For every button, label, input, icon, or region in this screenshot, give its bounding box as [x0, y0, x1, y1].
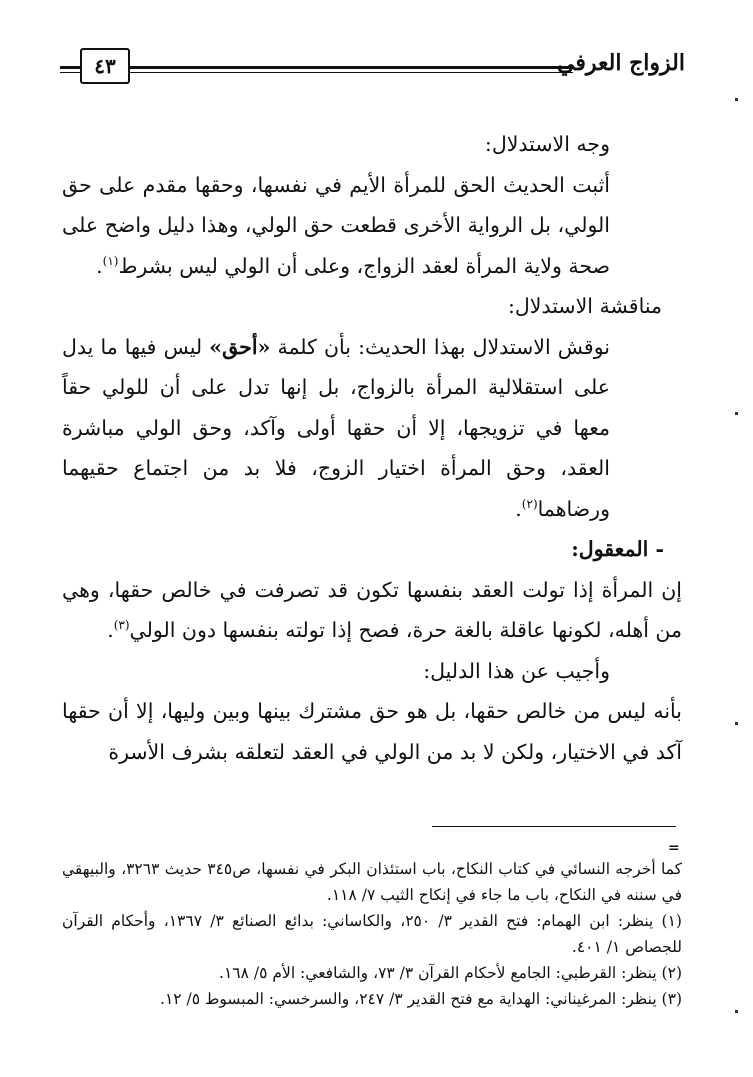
paragraph-text: ليس فيها ما يدل على استقلالية المرأة بالزواج، بل إنها تدل على أن للولي حقاً معها في تزويجها، إلا أن حقها أولى وآكد، وحق الولي مباشرة العقد، وحق المرأة اختيار الزوج، فلا بد من اجتماع حقيهما ورضاهما [62, 334, 610, 521]
scan-mark [735, 98, 738, 101]
scan-mark [735, 412, 738, 415]
footnote-1: (١) ينظر: ابن الهمام: فتح القدير ٣/ ٢٥٠، والكاساني: بدائع الصنائع ٣/ ١٣٦٧، وأحكام القرآن للجصاص ١/ ٤٠١. [62, 912, 682, 956]
footnote-3: (٣) ينظر: المرغيناني: الهداية مع فتح القدير ٣/ ٢٤٧، والسرخسي: المبسوط ٥/ ١٢. [160, 990, 682, 1008]
footnotes [62, 856, 682, 1012]
subheading-reasoning: وجه الاستدلال: [484, 132, 610, 156]
paragraph-end: . [515, 496, 522, 521]
paragraph-text: أثبت الحديث الحق للمرأة الأيم في نفسها، وحقها مقدم على حق الولي، بل الرواية الأخرى قطعت حق الولي، وهذا دليل واضح على صحة ولاية المرأة لعقد الزواج، وعلى أن الولي ليس بشرط [62, 172, 610, 278]
scan-mark [735, 1010, 738, 1013]
paragraph-text: إن المرأة إذا تولت العقد بنفسها تكون قد تصرفت في خالص حقها، وهي من أهله، لكونها عاقلة بالغة حرة، فصح إذا تولته بنفسها دون الولي [62, 577, 682, 642]
paragraph-end: . [96, 253, 103, 278]
scan-mark [735, 722, 738, 725]
subheading-reason: - المعقول: [571, 537, 664, 561]
footnote-ref: (٢) [521, 496, 538, 511]
subheading-discussion: مناقشة الاستدلال: [507, 294, 662, 318]
header-rule-end [60, 66, 82, 73]
paragraph-text: نوقش الاستدلال بهذا الحديث: بأن كلمة [270, 334, 611, 359]
paragraph [62, 327, 682, 530]
footnote-continued: كما أخرجه النسائي في كتاب النكاح، باب استئذان البكر في نفسها، ص٣٤٥ حديث ٣٢٦٣، والبيهقي في سننه في النكاح، باب ما جاء في إنكاح الثيب ٧/ ١١٨. [62, 860, 683, 904]
footnote-2: (٢) ينظر: القرطبي: الجامع لأحكام القرآن ٣/ ٧٣، والشافعي: الأم ٥/ ١٦٨. [219, 964, 682, 982]
main-text [62, 124, 682, 772]
paragraph-end: . [107, 618, 114, 642]
paragraph [62, 165, 682, 287]
header-rule [126, 66, 573, 73]
page-number-box [80, 48, 130, 84]
paragraph: بأنه ليس من خالص حقها، بل هو حق مشترك بينها وبين وليها، إلا أن حقها آكد في الاختيار، ولكن لا بد من الولي في العقد لتعلقه بشرف الأسرة [62, 699, 682, 764]
paragraph [62, 570, 682, 651]
footnote-ref: (٣) [113, 618, 130, 633]
footnote-continuation-mark: = [668, 840, 680, 856]
footnote-ref: (١) [102, 253, 119, 268]
emphasized-word: «أحق» [209, 334, 271, 359]
subheading-reply: وأجيب عن هذا الدليل: [423, 658, 610, 683]
running-title: الزواج العرفي [557, 50, 685, 76]
footnote-separator [432, 826, 676, 827]
page-number: ٤٣ [94, 54, 116, 78]
running-header [60, 44, 685, 84]
